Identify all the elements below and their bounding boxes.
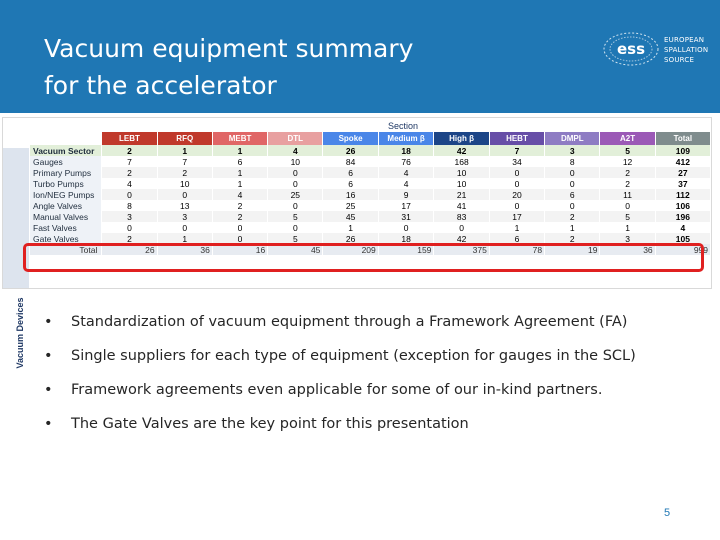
table-cell: 106: [655, 200, 710, 211]
logo-line-2: SPALLATION: [664, 46, 709, 54]
total-cell: 36: [600, 244, 655, 255]
row-label: Turbo Pumps: [30, 178, 102, 189]
bullet-list: [44, 312, 636, 448]
table-cell: 41: [434, 200, 489, 211]
table-cell: 6: [323, 167, 378, 178]
table-header-row: [30, 132, 711, 145]
total-cell: 375: [434, 244, 489, 255]
bullet-text: Framework agreements even applicable for some of our in-kind partners.: [71, 382, 603, 398]
table-cell: 2: [102, 233, 157, 244]
table-cell: 6: [489, 233, 544, 244]
table-cell: 37: [655, 178, 710, 189]
table-cell: 1: [212, 145, 267, 156]
bullet-dot: •: [44, 382, 53, 398]
total-cell: 159: [378, 244, 434, 255]
table-cell: 105: [655, 233, 710, 244]
table-cell: 5: [600, 211, 655, 222]
table-cell: 0: [545, 167, 600, 178]
total-cell: 16: [212, 244, 267, 255]
table-cell: 13: [157, 200, 212, 211]
row-label: Gauges: [30, 156, 102, 167]
table-cell: 0: [489, 167, 544, 178]
table-cell: 5: [268, 233, 323, 244]
table-cell: 34: [489, 156, 544, 167]
table-cell: 0: [545, 178, 600, 189]
table-cell: 6: [212, 156, 267, 167]
title-line-2: for the accelerator: [44, 71, 277, 100]
total-cell: 45: [268, 244, 323, 255]
table-cell: 26: [323, 233, 378, 244]
table-cell: 4: [102, 178, 157, 189]
total-cell: 26: [102, 244, 157, 255]
table-row: [30, 156, 711, 167]
table-cell: 0: [157, 189, 212, 200]
table-cell: 42: [434, 145, 489, 156]
table-cell: 3: [545, 145, 600, 156]
logo-text: [664, 35, 708, 65]
table-cell: 0: [102, 222, 157, 233]
table-cell: 12: [600, 156, 655, 167]
table-cell: 0: [102, 189, 157, 200]
table-cell: 1: [157, 233, 212, 244]
bullet-item: [44, 312, 636, 346]
bullet-item: [44, 380, 636, 414]
table-cell: 45: [323, 211, 378, 222]
table-cell: 0: [434, 222, 489, 233]
table-cell: 0: [268, 222, 323, 233]
table-row: [30, 200, 711, 211]
table-cell: 0: [212, 233, 267, 244]
column-header: HEBT: [489, 132, 544, 145]
column-header: A2T: [600, 132, 655, 145]
table-cell: 8: [102, 200, 157, 211]
table-cell: 3: [600, 233, 655, 244]
table-cell: 5: [268, 211, 323, 222]
table-cell: 168: [434, 156, 489, 167]
table-cell: 109: [655, 145, 710, 156]
table-cell: 10: [157, 178, 212, 189]
table-cell: 11: [600, 189, 655, 200]
table-row: [30, 211, 711, 222]
table-cell: 0: [212, 222, 267, 233]
logo-line-3: SOURCE: [664, 56, 695, 64]
table-cell: 1: [489, 222, 544, 233]
table-cell: 2: [102, 167, 157, 178]
table-cell: 6: [323, 178, 378, 189]
table-cell: 0: [268, 178, 323, 189]
row-label: Fast Valves: [30, 222, 102, 233]
table-cell: 2: [102, 145, 157, 156]
total-cell: 999: [655, 244, 710, 255]
table-cell: 1: [157, 145, 212, 156]
column-header: RFQ: [157, 132, 212, 145]
table-cell: 4: [212, 189, 267, 200]
logo-mark: ess: [616, 40, 646, 58]
table-cell: 25: [268, 189, 323, 200]
bullet-item: [44, 414, 636, 448]
table-cell: 412: [655, 156, 710, 167]
table-cell: 5: [600, 145, 655, 156]
bullet-text: The Gate Valves are the key point for this presentation: [71, 416, 469, 432]
table-cell: 8: [545, 156, 600, 167]
table-cell: 6: [545, 189, 600, 200]
bullet-item: [44, 346, 636, 380]
row-label: Vacuum Sector: [30, 145, 102, 156]
table-cell: 31: [378, 211, 434, 222]
table-cell: 112: [655, 189, 710, 200]
column-header: LEBT: [102, 132, 157, 145]
table-cell: 0: [545, 200, 600, 211]
table-cell: 7: [157, 156, 212, 167]
table-cell: 0: [157, 222, 212, 233]
total-label: Total: [30, 244, 102, 255]
table-cell: 1: [600, 222, 655, 233]
column-header: Total: [655, 132, 710, 145]
table-cell: 20: [489, 189, 544, 200]
table-cell: 2: [545, 211, 600, 222]
table-row: [30, 145, 711, 156]
column-header: MEBT: [212, 132, 267, 145]
vacuum-devices-label: Vacuum Devices: [15, 297, 25, 369]
table-cell: 26: [323, 145, 378, 156]
table-cell: 25: [323, 200, 378, 211]
table-cell: 7: [489, 145, 544, 156]
total-cell: 78: [489, 244, 544, 255]
table-cell: 16: [323, 189, 378, 200]
table-cell: 3: [102, 211, 157, 222]
table-cell: 42: [434, 233, 489, 244]
table-row: [30, 222, 711, 233]
column-header: High β: [434, 132, 489, 145]
table-cell: 1: [323, 222, 378, 233]
row-label: Gate Valves: [30, 233, 102, 244]
table-cell: 4: [268, 145, 323, 156]
table-cell: 4: [655, 222, 710, 233]
table-cell: 17: [489, 211, 544, 222]
column-header: Spoke: [323, 132, 378, 145]
table-cell: 4: [378, 178, 434, 189]
table-cell: 2: [212, 211, 267, 222]
slide-title: [44, 30, 413, 104]
table-cell: 18: [378, 233, 434, 244]
table-cell: 2: [157, 167, 212, 178]
table-cell: 9: [378, 189, 434, 200]
logo-line-1: EUROPEAN: [664, 36, 705, 44]
section-header: Section: [387, 121, 419, 131]
bullet-dot: •: [44, 416, 53, 432]
table-cell: 0: [489, 178, 544, 189]
header-corner: [30, 132, 102, 145]
table-cell: 1: [545, 222, 600, 233]
column-header: Medium β: [378, 132, 434, 145]
table-cell: 0: [268, 167, 323, 178]
table-cell: 196: [655, 211, 710, 222]
total-cell: 36: [157, 244, 212, 255]
table-cell: 2: [600, 167, 655, 178]
table-cell: 3: [157, 211, 212, 222]
total-cell: 19: [545, 244, 600, 255]
row-label: Angle Valves: [30, 200, 102, 211]
table-cell: 2: [600, 178, 655, 189]
table-cell: 83: [434, 211, 489, 222]
table-cell: 21: [434, 189, 489, 200]
total-cell: 209: [323, 244, 378, 255]
table-cell: 1: [212, 178, 267, 189]
bullet-dot: •: [44, 348, 53, 364]
row-label: Manual Valves: [30, 211, 102, 222]
table-cell: 27: [655, 167, 710, 178]
table-cell: 10: [268, 156, 323, 167]
bullet-text: Single suppliers for each type of equipment (exception for gauges in the SCL): [71, 348, 636, 364]
table-cell: 18: [378, 145, 434, 156]
table-cell: 84: [323, 156, 378, 167]
table-row: [30, 167, 711, 178]
slide-header: [0, 0, 720, 113]
vacuum-equipment-table: [30, 132, 711, 255]
row-label: Primary Pumps: [30, 167, 102, 178]
table-cell: 0: [378, 222, 434, 233]
column-header: DMPL: [545, 132, 600, 145]
table-cell: 7: [102, 156, 157, 167]
table-cell: 0: [489, 200, 544, 211]
table-cell: 0: [600, 200, 655, 211]
table-cell: 2: [212, 200, 267, 211]
bullet-text: Standardization of vacuum equipment through a Framework Agreement (FA): [71, 314, 628, 330]
column-header: DTL: [268, 132, 323, 145]
table-cell: 2: [545, 233, 600, 244]
table-cell: 4: [378, 167, 434, 178]
table-cell: 1: [212, 167, 267, 178]
ess-logo: [596, 30, 714, 84]
page-number: 5: [664, 507, 671, 519]
row-label: Ion/NEG Pumps: [30, 189, 102, 200]
table-cell: 10: [434, 167, 489, 178]
highlight-valves-box: [23, 243, 704, 272]
table-cell: 10: [434, 178, 489, 189]
table-cell: 76: [378, 156, 434, 167]
table-cell: 17: [378, 200, 434, 211]
title-line-1: Vacuum equipment summary: [44, 34, 414, 63]
table-row: [30, 178, 711, 189]
table-cell: 0: [268, 200, 323, 211]
bullet-dot: •: [44, 314, 53, 330]
table-row: [30, 189, 711, 200]
ess-logo-icon: [601, 30, 661, 68]
